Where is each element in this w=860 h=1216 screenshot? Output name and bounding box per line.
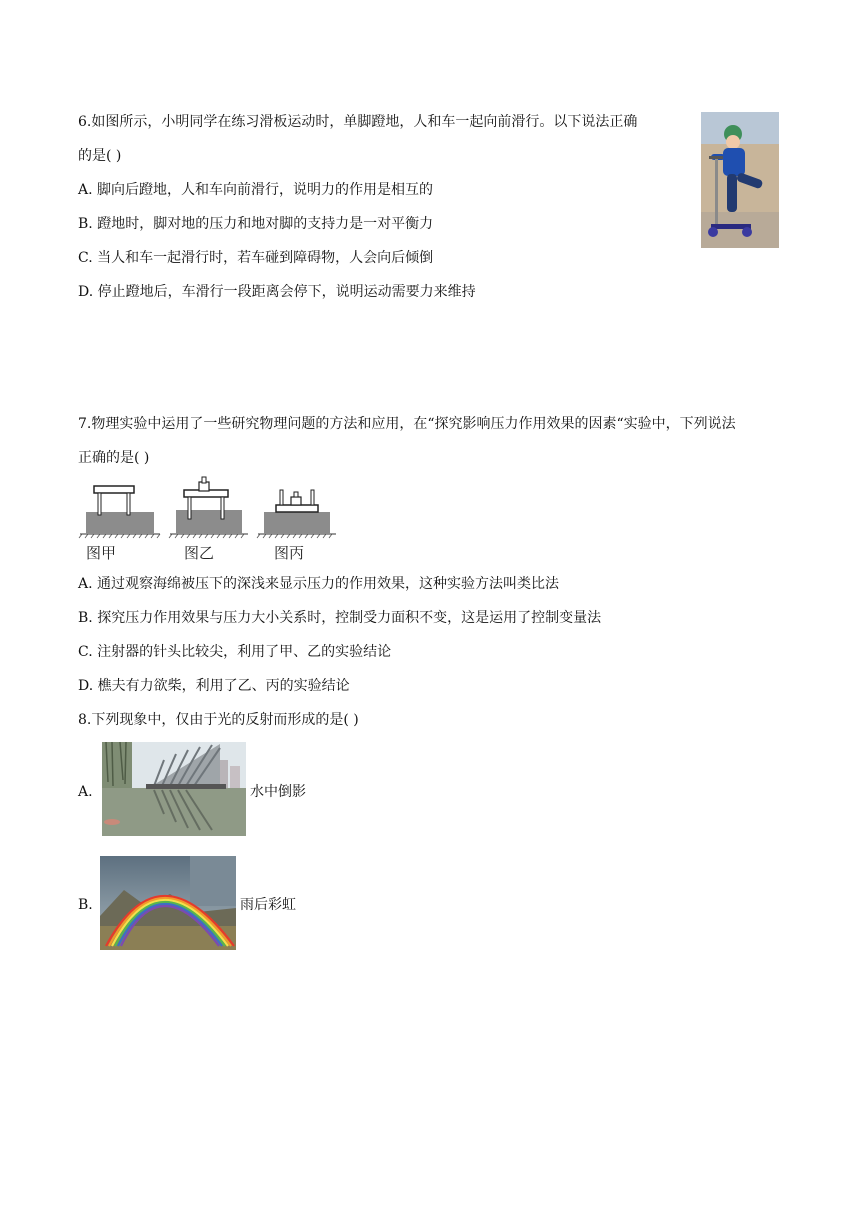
q7-option-a: A. 通过观察海绵被压下的深浅来显示压力的作用效果，这种实验方法叫类比法	[78, 576, 560, 592]
q6-stem-line2: 的是( )	[78, 148, 122, 164]
q7-experiment-figure	[78, 474, 340, 564]
q7-figure-label-bing: 图丙	[274, 544, 305, 562]
q8-reflection-photo	[102, 742, 246, 836]
q6-option-b: B. 蹬地时，脚对地的压力和地对脚的支持力是一对平衡力	[78, 216, 434, 232]
q7-stem-line2: 正确的是( )	[78, 450, 150, 466]
q7-option-c: C. 注射器的针头比较尖，利用了甲、乙的实验结论	[78, 644, 392, 660]
q8-rainbow-photo	[100, 856, 236, 950]
q6-option-d: D. 停止蹬地后，车滑行一段距离会停下，说明运动需要力来维持	[78, 284, 476, 300]
q7-figure-label-yi: 图乙	[184, 544, 215, 562]
q7-option-d: D. 樵夫有力欲柴，利用了乙、丙的实验结论	[78, 678, 350, 694]
q8-option-a-letter: A.	[78, 784, 93, 800]
q6-option-a: A. 脚向后蹬地，人和车向前滑行，说明力的作用是相互的	[78, 182, 434, 198]
q8-stem: 8.下列现象中，仅由于光的反射而形成的是( )	[78, 712, 359, 728]
q8-option-a-caption: 水中倒影	[250, 784, 306, 800]
q6-scooter-photo	[701, 112, 779, 248]
q7-option-b: B. 探究压力作用效果与压力大小关系时，控制受力面积不变，这是运用了控制变量法	[78, 610, 602, 626]
q7-figure-label-jia: 图甲	[86, 544, 117, 562]
q7-stem-line1: 7.物理实验中运用了一些研究物理问题的方法和应用，在“探究影响压力作用效果的因素“实验中，下列说法	[78, 416, 736, 432]
q6-stem-line1: 6.如图所示，小明同学在练习滑板运动时，单脚蹬地，人和车一起向前滑行。以下说法正确	[78, 114, 638, 130]
q6-option-c: C. 当人和车一起滑行时，若车碰到障碍物，人会向后倾倒	[78, 250, 434, 266]
q8-option-b-letter: B.	[78, 897, 93, 913]
q8-option-b-caption: 雨后彩虹	[240, 897, 296, 913]
